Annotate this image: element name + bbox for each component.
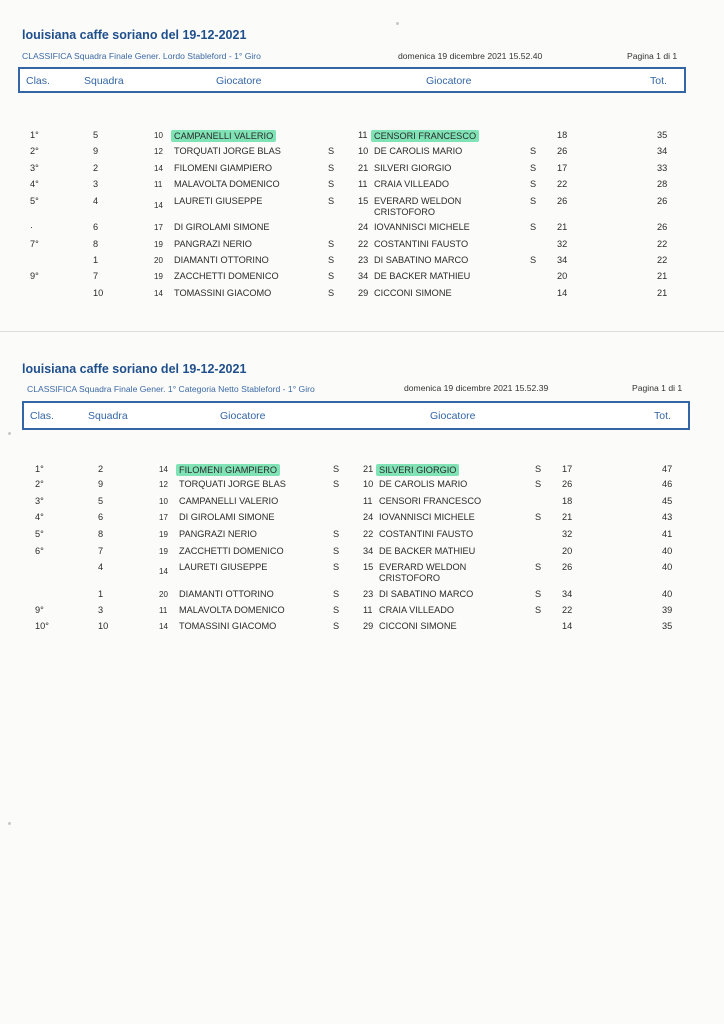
scan-speck: [8, 432, 11, 435]
report-page: Pagina 1 di 1: [632, 383, 683, 393]
player-2-cell: CICCONI SIMONE: [374, 288, 452, 298]
handicap-cell: 34: [363, 546, 374, 556]
handicap-cell: 19: [154, 272, 163, 281]
player-1-cell: DIAMANTI OTTORINO: [174, 255, 269, 265]
player-2-cell: DI SABATINO MARCO: [374, 255, 469, 265]
rank-cell: 2°: [35, 479, 44, 489]
team-cell: 6: [98, 512, 104, 522]
flag-cell: S: [530, 255, 537, 265]
total-cell: 40: [662, 546, 673, 556]
report-datetime: domenica 19 dicembre 2021 15.52.40: [398, 51, 543, 61]
flag-cell: S: [328, 288, 335, 298]
flag-cell: S: [530, 196, 537, 206]
player-1-cell: FILOMENI GIAMPIERO: [176, 464, 280, 476]
score-cell: 21: [557, 222, 568, 232]
score-cell: 32: [557, 239, 568, 249]
team-cell: 4: [93, 196, 99, 206]
handicap-cell: 14: [154, 289, 163, 298]
score-cell: 14: [557, 288, 568, 298]
player-1-cell: TOMASSINI GIACOMO: [174, 288, 272, 298]
total-cell: 41: [662, 529, 673, 539]
score-cell: 18: [557, 130, 568, 140]
col-giocatore-2: Giocatore: [426, 75, 472, 87]
score-cell: 18: [562, 496, 573, 506]
report-title: louisiana caffe soriano del 19-12-2021: [22, 362, 247, 376]
flag-cell: S: [333, 562, 340, 572]
total-cell: 35: [657, 130, 668, 140]
rank-cell: 5°: [35, 529, 44, 539]
flag-cell: S: [333, 464, 340, 474]
col-giocatore-1: Giocatore: [220, 410, 266, 422]
score-cell: 20: [557, 271, 568, 281]
handicap-cell: 24: [358, 222, 369, 232]
handicap-cell: 17: [154, 223, 163, 232]
team-cell: 2: [93, 163, 99, 173]
col-squadra: Squadra: [84, 75, 124, 87]
handicap-cell: 19: [159, 547, 168, 556]
flag-cell: S: [328, 239, 335, 249]
handicap-cell: 11: [363, 605, 373, 615]
player-1-cell: PANGRAZI NERIO: [179, 529, 257, 539]
rank-cell: 3°: [35, 496, 44, 506]
team-cell: 1: [93, 255, 99, 265]
handicap-cell: 17: [159, 513, 168, 522]
player-1-cell: CAMPANELLI VALERIO: [179, 496, 279, 506]
handicap-cell: 29: [358, 288, 369, 298]
flag-cell: S: [535, 562, 542, 572]
player-1-cell: ZACCHETTI DOMENICO: [174, 271, 279, 281]
report-subtitle: CLASSIFICA Squadra Finale Gener. Lordo Stableford - 1° Giro: [22, 51, 261, 61]
total-cell: 22: [657, 239, 668, 249]
player-2-cell: COSTANTINI FAUSTO: [374, 239, 469, 249]
total-cell: 46: [662, 479, 673, 489]
handicap-cell: 29: [363, 621, 374, 631]
col-clas: Clas.: [26, 75, 50, 87]
player-1-cell: MALAVOLTA DOMENICO: [174, 179, 280, 189]
rank-cell: 9°: [35, 605, 44, 615]
flag-cell: S: [328, 196, 335, 206]
flag-cell: S: [535, 464, 542, 474]
player-2-cell: DE BACKER MATHIEU: [374, 271, 471, 281]
player-1-cell: CAMPANELLI VALERIO: [171, 130, 276, 142]
report-page: Pagina 1 di 1: [627, 51, 678, 61]
col-giocatore-2: Giocatore: [430, 410, 476, 422]
rank-cell: 9°: [30, 271, 39, 281]
score-cell: 14: [562, 621, 573, 631]
flag-cell: S: [530, 179, 537, 189]
total-cell: 45: [662, 496, 673, 506]
player-2-cell: CRAIA VILLEADO: [374, 179, 450, 189]
team-cell: 6: [93, 222, 99, 232]
player-2-cell: SILVERI GIORGIO: [374, 163, 452, 173]
handicap-cell: 12: [154, 147, 163, 156]
player-1-cell: TOMASSINI GIACOMO: [179, 621, 277, 631]
team-cell: 2: [98, 464, 104, 474]
total-cell: 40: [662, 562, 673, 572]
rank-cell: 6°: [35, 546, 44, 556]
team-cell: 10: [98, 621, 109, 631]
handicap-cell: 11: [358, 179, 368, 189]
total-cell: 40: [662, 589, 673, 599]
total-cell: 43: [662, 512, 673, 522]
flag-cell: S: [328, 255, 335, 265]
flag-cell: S: [530, 222, 537, 232]
handicap-cell: 12: [159, 480, 168, 489]
score-cell: 34: [557, 255, 568, 265]
score-cell: 26: [562, 479, 573, 489]
score-cell: 21: [562, 512, 573, 522]
flag-cell: S: [333, 546, 340, 556]
total-cell: 34: [657, 146, 668, 156]
total-cell: 28: [657, 179, 668, 189]
team-cell: 5: [98, 496, 104, 506]
flag-cell: S: [333, 605, 340, 615]
flag-cell: S: [333, 479, 340, 489]
player-1-cell: LAURETI GIUSEPPE: [174, 196, 263, 206]
team-cell: 8: [98, 529, 104, 539]
handicap-cell: 24: [363, 512, 374, 522]
player-2-cell: DE CAROLIS MARIO: [379, 479, 468, 489]
report-2: [0, 332, 724, 1024]
report-title: louisiana caffe soriano del 19-12-2021: [22, 28, 247, 42]
rank-cell: 5°: [30, 196, 39, 206]
flag-cell: S: [535, 479, 542, 489]
handicap-cell: 19: [159, 530, 168, 539]
team-cell: 4: [98, 562, 104, 572]
player-2-cell: CRAIA VILLEADO: [379, 605, 455, 615]
score-cell: 20: [562, 546, 573, 556]
flag-cell: S: [530, 163, 537, 173]
score-cell: 32: [562, 529, 573, 539]
flag-cell: S: [535, 605, 542, 615]
rank-cell: 1°: [35, 464, 44, 474]
player-2-cell-line2: CRISTOFORO: [379, 573, 441, 583]
handicap-cell: 23: [358, 255, 369, 265]
handicap-cell: 22: [363, 529, 374, 539]
handicap-cell: 21: [358, 163, 369, 173]
scan-speck: [396, 22, 399, 25]
handicap-cell: 11: [154, 180, 163, 189]
handicap-cell: 14: [159, 567, 168, 576]
score-cell: 22: [557, 179, 568, 189]
total-cell: 47: [662, 464, 673, 474]
team-cell: 8: [93, 239, 99, 249]
player-2-cell: CENSORI FRANCESCO: [379, 496, 482, 506]
handicap-cell: 34: [358, 271, 369, 281]
flag-cell: S: [535, 589, 542, 599]
team-cell: 1: [98, 589, 104, 599]
flag-cell: S: [530, 146, 537, 156]
handicap-cell: 14: [154, 164, 163, 173]
player-2-cell: DE BACKER MATHIEU: [379, 546, 476, 556]
rank-cell: 1°: [30, 130, 39, 140]
team-cell: 3: [98, 605, 104, 615]
handicap-cell: 20: [159, 590, 168, 599]
rank-cell: 4°: [35, 512, 44, 522]
score-cell: 34: [562, 589, 573, 599]
score-cell: 26: [557, 146, 568, 156]
flag-cell: S: [333, 589, 340, 599]
handicap-cell: 14: [159, 465, 168, 474]
scan-speck: [8, 822, 11, 825]
handicap-cell: 10: [159, 497, 168, 506]
player-1-cell: DIAMANTI OTTORINO: [179, 589, 274, 599]
flag-cell: S: [328, 163, 335, 173]
team-cell: 10: [93, 288, 104, 298]
player-2-cell: EVERARD WELDON: [379, 562, 467, 572]
player-1-cell: PANGRAZI NERIO: [174, 239, 252, 249]
col-giocatore-1: Giocatore: [216, 75, 262, 87]
flag-cell: S: [333, 621, 340, 631]
handicap-cell: 11: [363, 496, 373, 506]
team-cell: 3: [93, 179, 99, 189]
col-squadra: Squadra: [88, 410, 128, 422]
player-1-cell: LAURETI GIUSEPPE: [179, 562, 268, 572]
player-2-cell: CICCONI SIMONE: [379, 621, 457, 631]
player-2-cell: EVERARD WELDON: [374, 196, 462, 206]
rank-cell: ·: [30, 222, 34, 232]
player-2-cell: SILVERI GIORGIO: [376, 464, 459, 476]
player-1-cell: DI GIROLAMI SIMONE: [179, 512, 275, 522]
handicap-cell: 10: [358, 146, 369, 156]
player-1-cell: ZACCHETTI DOMENICO: [179, 546, 284, 556]
report-subtitle: CLASSIFICA Squadra Finale Gener. 1° Categoria Netto Stableford - 1° Giro: [27, 384, 315, 394]
team-cell: 7: [98, 546, 104, 556]
player-2-cell-line2: CRISTOFORO: [374, 207, 436, 217]
report-datetime: domenica 19 dicembre 2021 15.52.39: [404, 383, 549, 393]
team-cell: 7: [93, 271, 99, 281]
handicap-cell: 11: [358, 130, 368, 140]
handicap-cell: 10: [154, 131, 163, 140]
score-cell: 26: [562, 562, 573, 572]
rank-cell: 4°: [30, 179, 39, 189]
handicap-cell: 11: [159, 606, 168, 615]
report-1: [0, 0, 724, 331]
player-1-cell: DI GIROLAMI SIMONE: [174, 222, 270, 232]
player-1-cell: TORQUATI JORGE BLAS: [174, 146, 281, 156]
rank-cell: 7°: [30, 239, 39, 249]
handicap-cell: 20: [154, 256, 163, 265]
handicap-cell: 15: [363, 562, 374, 572]
total-cell: 35: [662, 621, 673, 631]
flag-cell: S: [535, 512, 542, 522]
player-2-cell: COSTANTINI FAUSTO: [379, 529, 474, 539]
total-cell: 21: [657, 288, 668, 298]
table-header: [18, 67, 686, 93]
player-2-cell: IOVANNISCI MICHELE: [379, 512, 475, 522]
flag-cell: S: [333, 529, 340, 539]
col-clas: Clas.: [30, 410, 54, 422]
handicap-cell: 19: [154, 240, 163, 249]
handicap-cell: 14: [159, 622, 168, 631]
total-cell: 33: [657, 163, 668, 173]
handicap-cell: 10: [363, 479, 374, 489]
col-tot: Tot.: [654, 410, 671, 422]
player-2-cell: CENSORI FRANCESCO: [371, 130, 479, 142]
handicap-cell: 23: [363, 589, 374, 599]
col-tot: Tot.: [650, 75, 667, 87]
team-cell: 9: [93, 146, 99, 156]
rank-cell: 10°: [35, 621, 49, 631]
player-1-cell: TORQUATI JORGE BLAS: [179, 479, 286, 489]
total-cell: 21: [657, 271, 668, 281]
player-2-cell: DI SABATINO MARCO: [379, 589, 474, 599]
player-2-cell: IOVANNISCI MICHELE: [374, 222, 470, 232]
rank-cell: 2°: [30, 146, 39, 156]
table-header: [22, 401, 690, 430]
total-cell: 26: [657, 222, 668, 232]
flag-cell: S: [328, 146, 335, 156]
score-cell: 17: [562, 464, 573, 474]
total-cell: 39: [662, 605, 673, 615]
total-cell: 26: [657, 196, 668, 206]
flag-cell: S: [328, 271, 335, 281]
handicap-cell: 14: [154, 201, 163, 210]
score-cell: 17: [557, 163, 568, 173]
handicap-cell: 15: [358, 196, 369, 206]
handicap-cell: 22: [358, 239, 369, 249]
player-1-cell: FILOMENI GIAMPIERO: [174, 163, 273, 173]
flag-cell: S: [328, 179, 335, 189]
player-2-cell: DE CAROLIS MARIO: [374, 146, 463, 156]
team-cell: 5: [93, 130, 99, 140]
total-cell: 22: [657, 255, 668, 265]
score-cell: 26: [557, 196, 568, 206]
rank-cell: 3°: [30, 163, 39, 173]
player-1-cell: MALAVOLTA DOMENICO: [179, 605, 285, 615]
handicap-cell: 21: [363, 464, 374, 474]
team-cell: 9: [98, 479, 104, 489]
score-cell: 22: [562, 605, 573, 615]
